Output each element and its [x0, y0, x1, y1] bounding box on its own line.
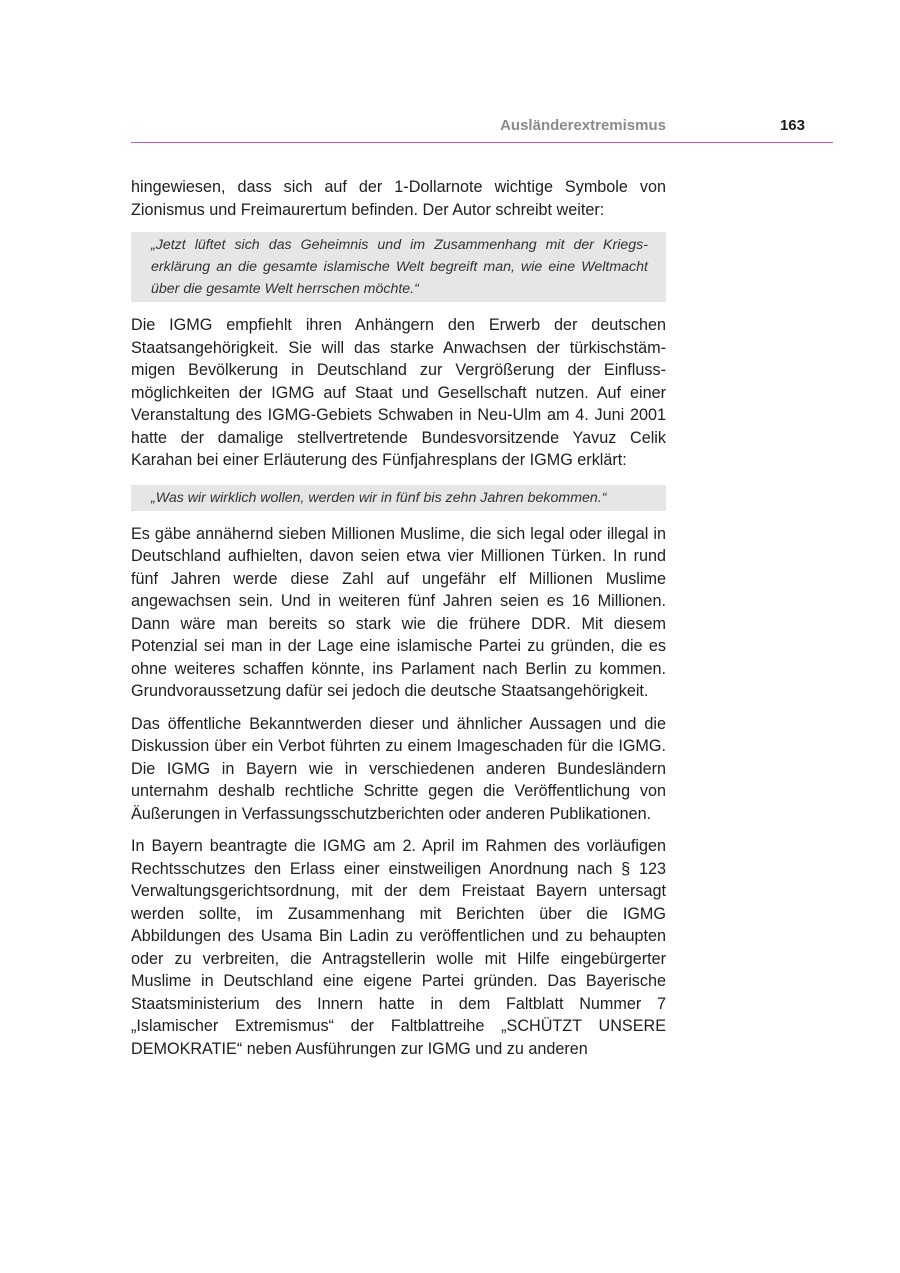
paragraph-5: In Bayern beantragte die IGMG am 2. April im Rahmen des vorläufigen Rechtsschutzes den Erlass einer einstweiligen Anordnung nach § 123 Verwaltungsgerichtsordnung, mit der dem Freistaat Bayern untersagt werden sollte, im Zusammenhang mit Berichten über die IGMG Abbildungen des Usama Bin Ladin zu veröffentlichen und zu behaupten oder zu verbreiten, die Antragstellerin wolle mit Hilfe eingebürgerter Muslime in Deutschland eine eigene Partei gründen. Das Bayerische Staatsministerium des Innern hatte in dem Faltblatt Nummer 7 „Islamischer Extremismus“ der Faltblattreihe „SCHÜTZT UNSERE DEMOKRATIE“ neben Ausführungen zur IGMG und zu anderen: [131, 837, 666, 1058]
paragraph-3: Es gäbe annähernd sieben Millionen Muslime, die sich legal oder illegal in Deutschland aufhielten, davon seien etwa vier Millionen Türken. In rund fünf Jahren werde diese Zahl auf ungefähr elf Millionen Muslime angewachsen sein. Und in weiteren fünf Jahren seien es 16 Millionen. Dann wäre man bereits so stark wie die frühere DDR. Mit diesem Potenzial sei man in der Lage eine islamische Partei zu gründen, die es ohne weiteres schaffen könnte, ins Parlament nach Berlin zu kommen. Grundvoraussetzung dafür sei jedoch die deutsche Staatsangehörigkeit.: [131, 524, 666, 700]
running-header: [131, 116, 833, 143]
block-quote-2: „Was wir wirklich wollen, werden wir in fünf bis zehn Jahren bekommen.“: [131, 485, 666, 511]
paragraph-4: Das öffentliche Bekanntwerden dieser und ähnlicher Aussagen und die Diskussion über ein Verbot führten zu einem Imageschaden für die IGMG. Die IGMG in Bayern wie in verschiedenen anderen Bundesländern unternahm deshalb rechtliche Schritte gegen die Veröffentlichung von Äußerungen in Verfassungsschutzberichten oder anderen Publikationen.: [131, 714, 666, 823]
block-quote-1: „Jetzt lüftet sich das Geheimnis und im Zusammenhang mit der Kriegserklärung an die gesamte islamische Welt begreift man, wie eine Weltmacht über die gesamte Welt herrschen möchte.“: [131, 232, 666, 302]
paragraph-1: hingewiesen, dass sich auf der 1-Dollarnote wichtige Symbole von Zionismus und Freimaurertum befinden. Der Autor schreibt weiter:: [131, 178, 666, 219]
paragraph-2: Die IGMG empfiehlt ihren Anhängern den Erwerb der deutschen Staatsangehörigkeit. Sie will das starke Anwachsen der türkischstämmigen Bevölkerung in Deutschland zur Vergrößerung der Einflussmöglichkeiten der IGMG auf Staat und Gesellschaft nutzen. Auf einer Veranstaltung des IGMG-Gebiets Schwaben in Neu-Ulm am 4. Juni 2001 hatte der damalige stellvertretende Bundesvorsitzende Yavuz Celik Karahan bei einer Erläuterung des Fünfjahresplans der IGMG erklärt:: [131, 316, 666, 469]
page-number: 163: [779, 117, 805, 134]
section-title: Ausländerextremismus: [500, 117, 666, 134]
body-text: [131, 176, 666, 1060]
